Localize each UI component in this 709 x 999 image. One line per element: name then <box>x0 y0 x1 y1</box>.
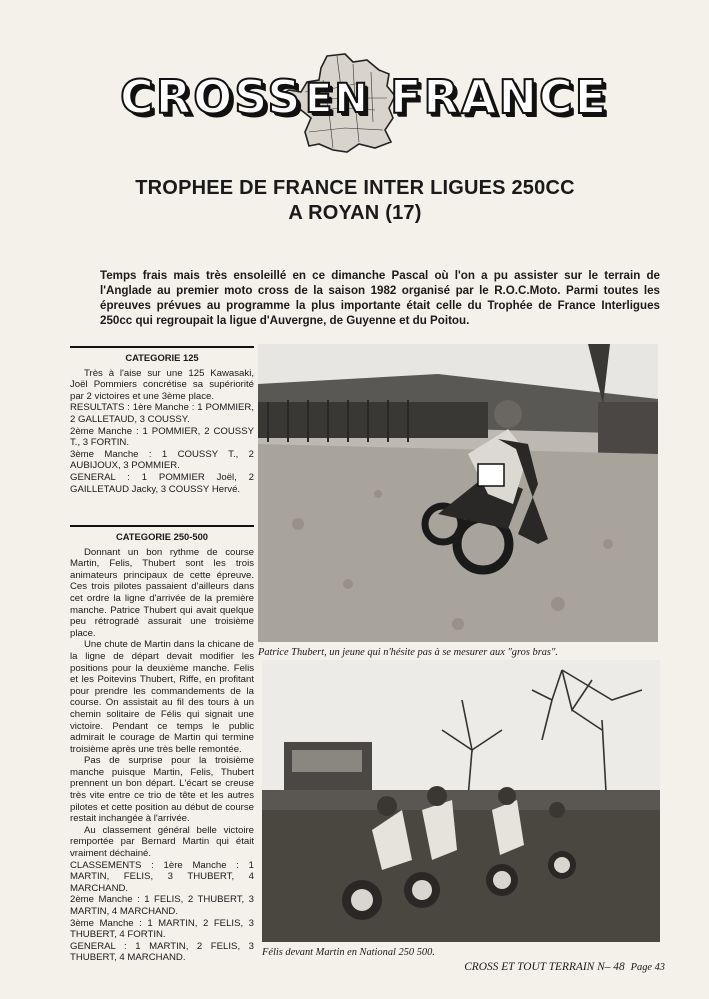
section-rule <box>70 525 254 527</box>
category-125-result: 2ème Manche : 1 POMMIER, 2 COUSSY T., 3 FORTIN. <box>70 425 254 449</box>
category-125-result: GENERAL : 1 POMMIER Joël, 2 GAILLETAUD Jacky, 3 COUSSY Hervé. <box>70 471 254 495</box>
category-125-result: 3ème Manche : 1 COUSSY T., 2 AUBIJOUX, 3 POMMIER. <box>70 448 254 472</box>
category-250-result: GENERAL : 1 MARTIN, 2 FELIS, 3 THUBERT, 4 MARCHAND. <box>70 940 254 964</box>
section-rule <box>70 346 254 348</box>
masthead-word-en: EN <box>305 76 370 122</box>
article-title-line2: A ROYAN (17) <box>288 202 422 224</box>
category-250-paragraph: Donnant un bon rythme de course Martin, Felis, Thubert sont les trois animateurs principaux de cette épreuve. Ces trois pilotes passaient d'ailleurs dans cet ordre la ligne d'arrivée de la première manche. Patrice Thubert qui avait quelque peu rétrogradé assurait une troisième place. <box>70 546 254 639</box>
category-250-paragraph: Au classement général belle victoire remportée par Bernard Martin qui était vraiment déchainé. <box>70 824 254 860</box>
masthead <box>115 52 609 152</box>
photo-felis-martin-caption: Félis devant Martin en National 250 500. <box>262 947 435 958</box>
article-intro: Temps frais mais très ensoleillé en ce dimanche Pascal où l'on a pu assister sur le terrain de l'Anglade au premier moto cross de la saison 1982 organisé par le R.O.C.Moto. Parmi toutes les épreuves prévues au programme la plus importante était celle du Trophée de France Interligues 250cc qui regroupait la ligue d'Auvergne, de Guyenne et du Poitou. <box>100 268 660 327</box>
masthead-word-cross: CROSS <box>120 70 303 124</box>
category-250-result: CLASSEMENTS : 1ère Manche : 1 MARTIN, FELIS, 3 THUBERT, 4 MARCHAND. <box>70 859 254 894</box>
category-250-heading: CATEGORIE 250-500 <box>115 531 209 542</box>
magazine-name: CROSS ET TOUT TERRAIN N– 48 <box>464 961 625 973</box>
photo-felis-martin <box>262 660 660 942</box>
article-title-line1: TROPHEE DE FRANCE INTER LIGUES 250CC <box>135 177 575 199</box>
category-125-result: RESULTATS : 1ère Manche : 1 POMMIER, 2 GALLETAUD, 3 COUSSY. <box>70 402 254 425</box>
category-250-section <box>70 525 254 964</box>
category-250-paragraph: Une chute de Martin dans la chicane de la ligne de départ devait modifier les positions pour la deuxième manche. Felis et les Poitevins Thubert, Riffe, en profitant pour prendre les commandements de la course. On assistait au fil des tours à un chemin solitaire de Félis qui signait une victoire. Pendant ce temps le public admirait le courage de Martin qui termine troisième après une très belle remontée. <box>70 639 254 755</box>
page-number: Page 43 <box>630 962 665 973</box>
photo-thubert-caption: Patrice Thubert, un jeune qui n'hésite pas à se mesurer aux "gros bras". <box>258 647 558 658</box>
masthead-word-france: FRANCE <box>390 70 609 124</box>
category-125-text: Très à l'aise sur une 125 Kawasaki, Joël Pommiers concrétise sa supériorité par 2 victoires et une 3ème place. <box>70 367 254 402</box>
article-title <box>60 176 650 226</box>
category-250-result: 2ème Manche : 1 FELIS, 2 THUBERT, 3 MARTIN, 4 MARCHAND. <box>70 894 254 917</box>
category-250-result: 3ème Manche : 1 MARTIN, 2 FELIS, 3 THUBERT, 4 FORTIN. <box>70 917 254 941</box>
category-125-heading: CATEGORIE 125 <box>125 352 199 363</box>
category-125-section <box>70 346 254 495</box>
photo-thubert <box>258 344 658 642</box>
photo-felis-martin-image <box>262 660 660 942</box>
photo-thubert-image <box>258 344 658 642</box>
page-footer <box>420 961 665 973</box>
category-250-paragraph: Pas de surprise pour la troisième manche puisque Martin, Felis, Thubert prennent un bon départ. L'écart se creuse très vite entre ce trio de tête et les autres pilotes et cette position au début de course restait inchangée à l'arrivée. <box>70 755 254 825</box>
